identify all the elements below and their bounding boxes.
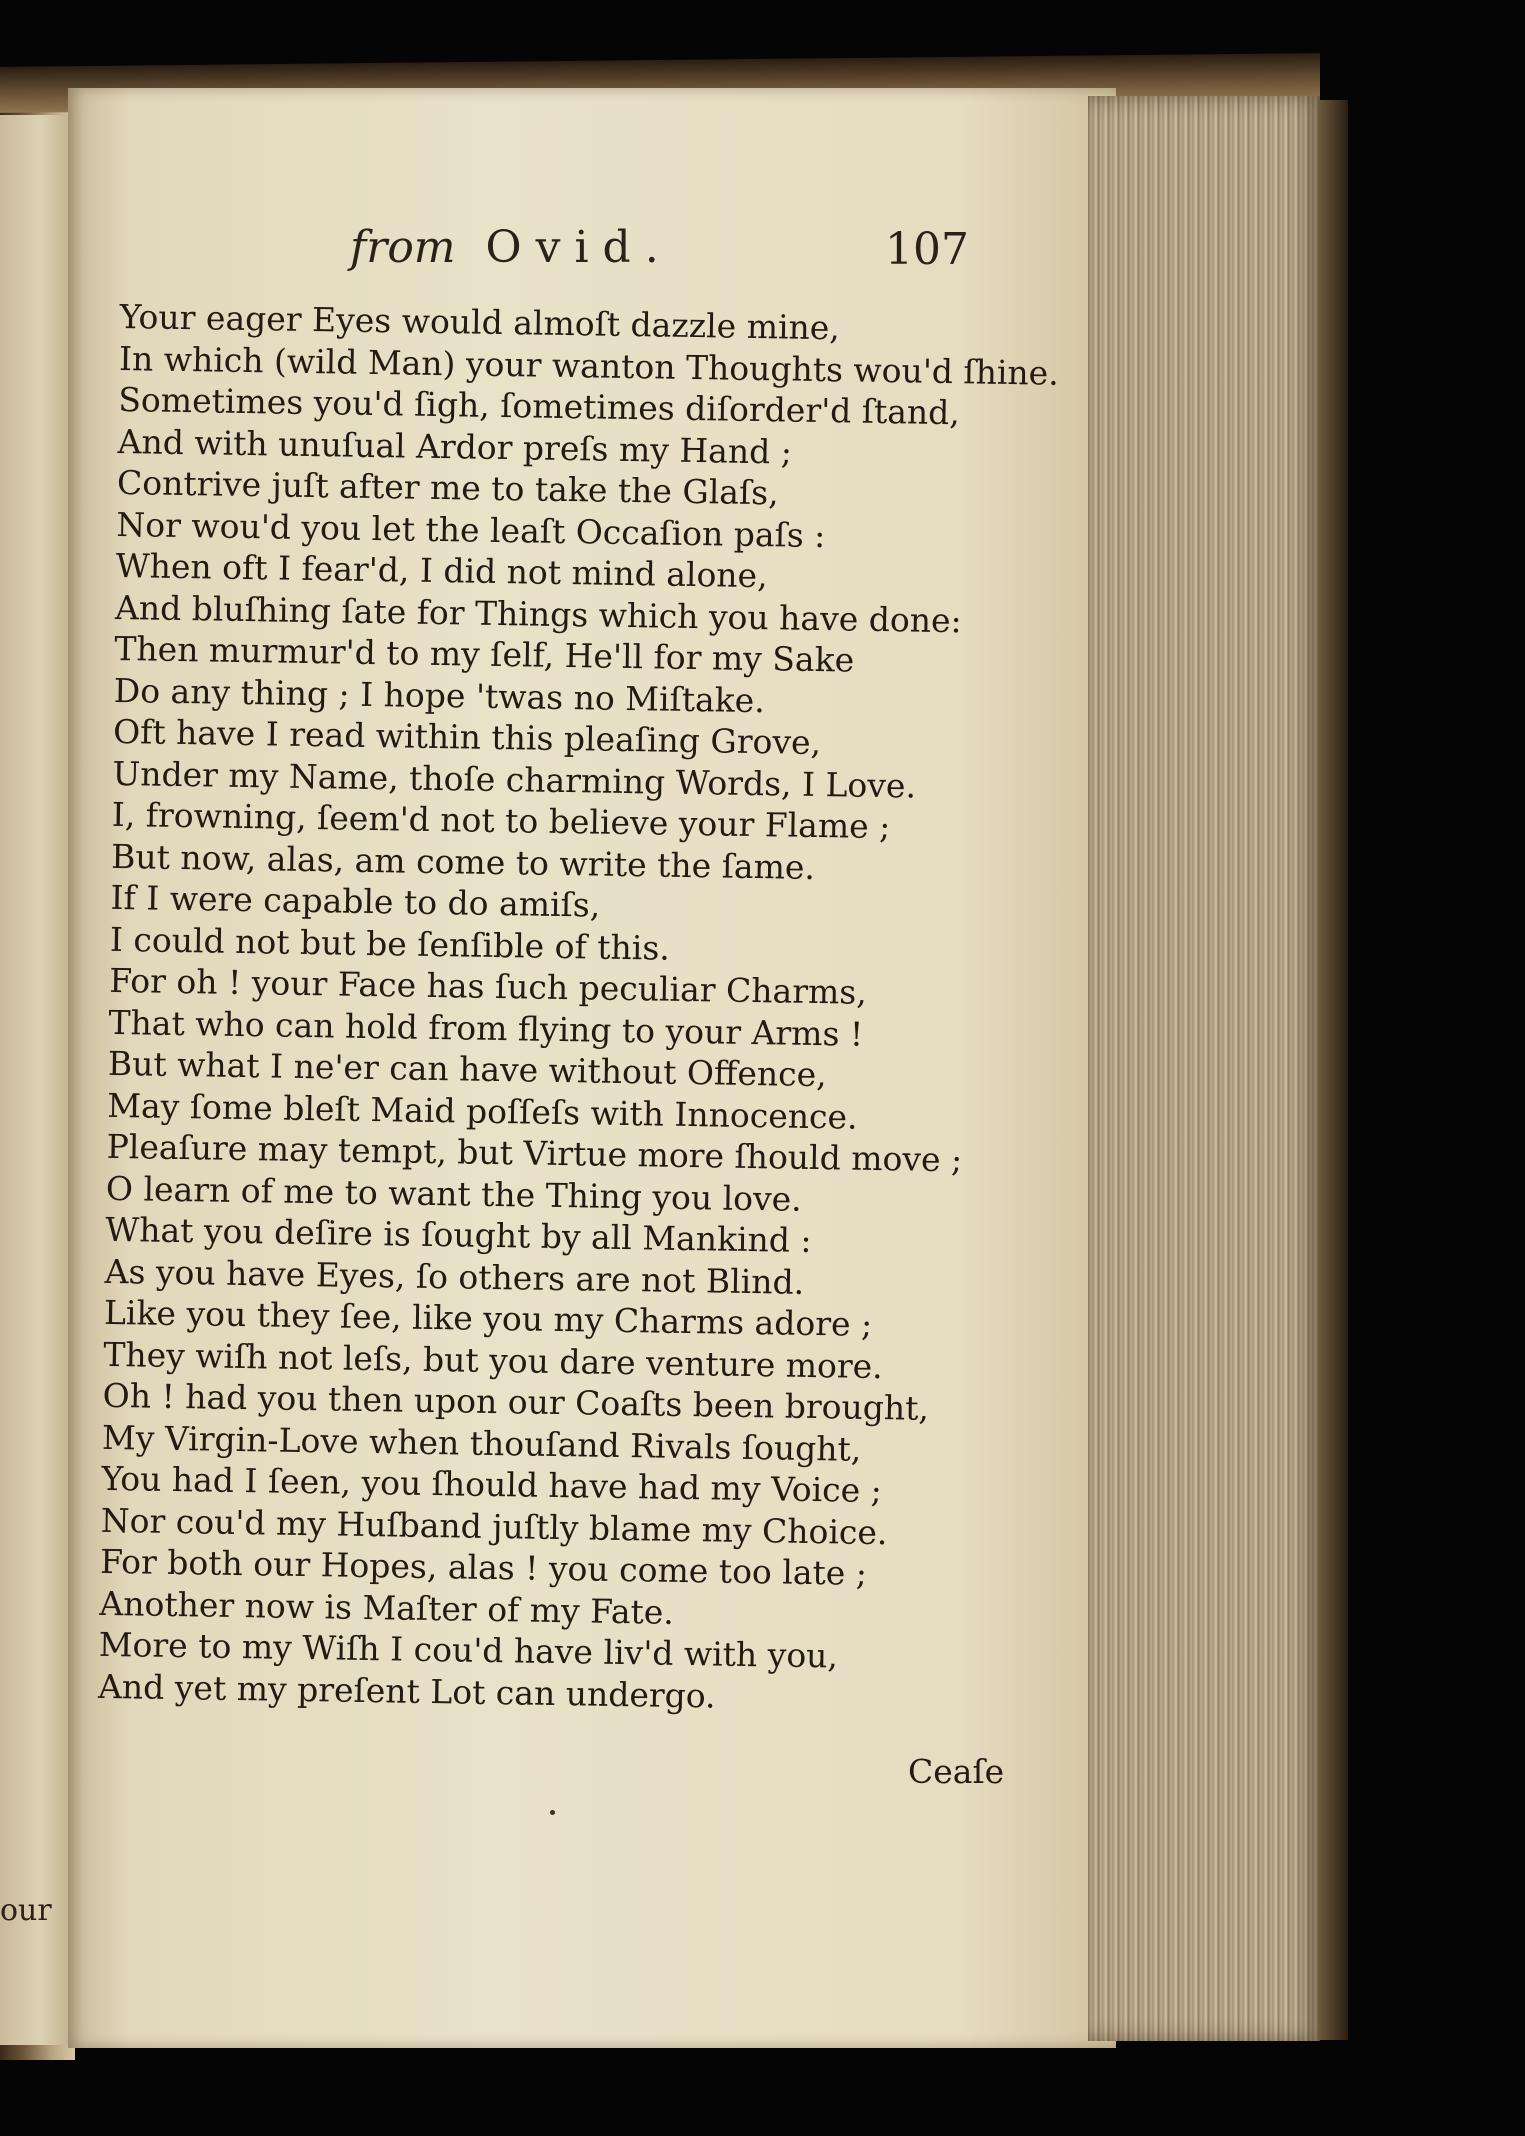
page-number: 107	[885, 224, 969, 275]
poem-line: Nor cou'd my Huſband juſtly blame my Choice.	[100, 1500, 888, 1552]
poem-line: O learn of me to want the Thing you love.	[105, 1168, 803, 1219]
poem-line: For both our Hopes, alas ! you come too late ;	[99, 1541, 868, 1593]
poem-line: I, frowning, ſeem'd not to believe your Flame ;	[111, 794, 891, 847]
running-head-from: from	[350, 222, 456, 273]
poem-line: When oft I fear'd, I did not mind alone,	[115, 545, 768, 596]
poem-line: That who can hold from flying to your Arms !	[108, 1002, 864, 1054]
poem-line: If I were capable to do amiſs,	[110, 877, 601, 925]
poem-line: In which (wild Man) your wanton Thoughts wou'd ſhine.	[118, 338, 1060, 393]
poem-line: And with unuſual Ardor preſs my Hand ;	[117, 421, 793, 472]
poem-line: But now, alas, am come to write the ſame.	[110, 836, 816, 887]
poem-line: But what I ne'er can have without Offence,	[107, 1043, 827, 1095]
catchword: Ceaſe	[908, 1752, 1005, 1791]
poem-line: Nor wou'd you let the leaſt Occaſion paſs :	[116, 504, 826, 555]
poem-line: Oh ! had you then upon our Coaſts been brought,	[102, 1375, 930, 1428]
poem-line: Then murmur'd to my ſelf, He'll for my Sake	[114, 628, 855, 680]
poem-line: For oh ! your Face has ſuch peculiar Charms,	[108, 960, 868, 1012]
poem-line: As you have Eyes, ſo others are not Blind.	[104, 1251, 805, 1302]
poem-line: And bluſhing ſate for Things which you have done:	[114, 587, 963, 640]
poem-line: May ſome bleſt Maid poſſeſs with Innocence.	[106, 1085, 858, 1137]
poem-line: Your eager Eyes would almoſt dazzle mine,	[119, 296, 841, 348]
page-header	[0, 222, 1525, 282]
poem-line: They wiſh not leſs, but you dare venture more.	[103, 1334, 884, 1386]
book-cover-side	[1318, 100, 1348, 2040]
poem-line: What you deſire is ſought by all Mankind :	[105, 1209, 812, 1260]
poem-text	[97, 296, 1060, 1721]
running-head	[350, 222, 673, 273]
poem-line: Sometimes you'd ſigh, ſometimes diſorder'd ſtand,	[118, 379, 961, 433]
poem-line: Contrive juſt after me to take the Glaſs,	[116, 462, 779, 513]
poem-line: Oft have I read within this pleaſing Grove,	[112, 711, 822, 763]
poem-line: Pleaſure may tempt, but Virtue more ſhould move ;	[106, 1126, 963, 1180]
poem-line: You had I ſeen, you ſhould have had my Voice ;	[101, 1458, 883, 1511]
facing-page-word: our	[0, 1893, 52, 1928]
poem-line: Under my Name, thoſe charming Words, I Love.	[112, 753, 917, 806]
poem-line: Do any thing ; I hope 'twas no Miſtake.	[113, 670, 766, 720]
poem-line: My Virgin-Love when thouſand Rivals ſought,	[101, 1417, 862, 1469]
poem-line: And yet my preſent Lot can undergo.	[97, 1666, 716, 1716]
poem-line: More to my Wiſh I cou'd have liv'd with you,	[98, 1624, 839, 1676]
facing-page-edge	[0, 115, 68, 2045]
ink-speck	[550, 1810, 555, 1815]
page-block-fore-edge	[1088, 96, 1320, 2041]
running-head-title: Ovid.	[485, 222, 673, 273]
poem-line: Like you they ſee, like you my Charms adore ;	[103, 1292, 873, 1344]
poem-line: Another now is Maſter of my Fate.	[99, 1583, 675, 1632]
poem-line: I could not but be ſenſible of this.	[109, 919, 671, 968]
